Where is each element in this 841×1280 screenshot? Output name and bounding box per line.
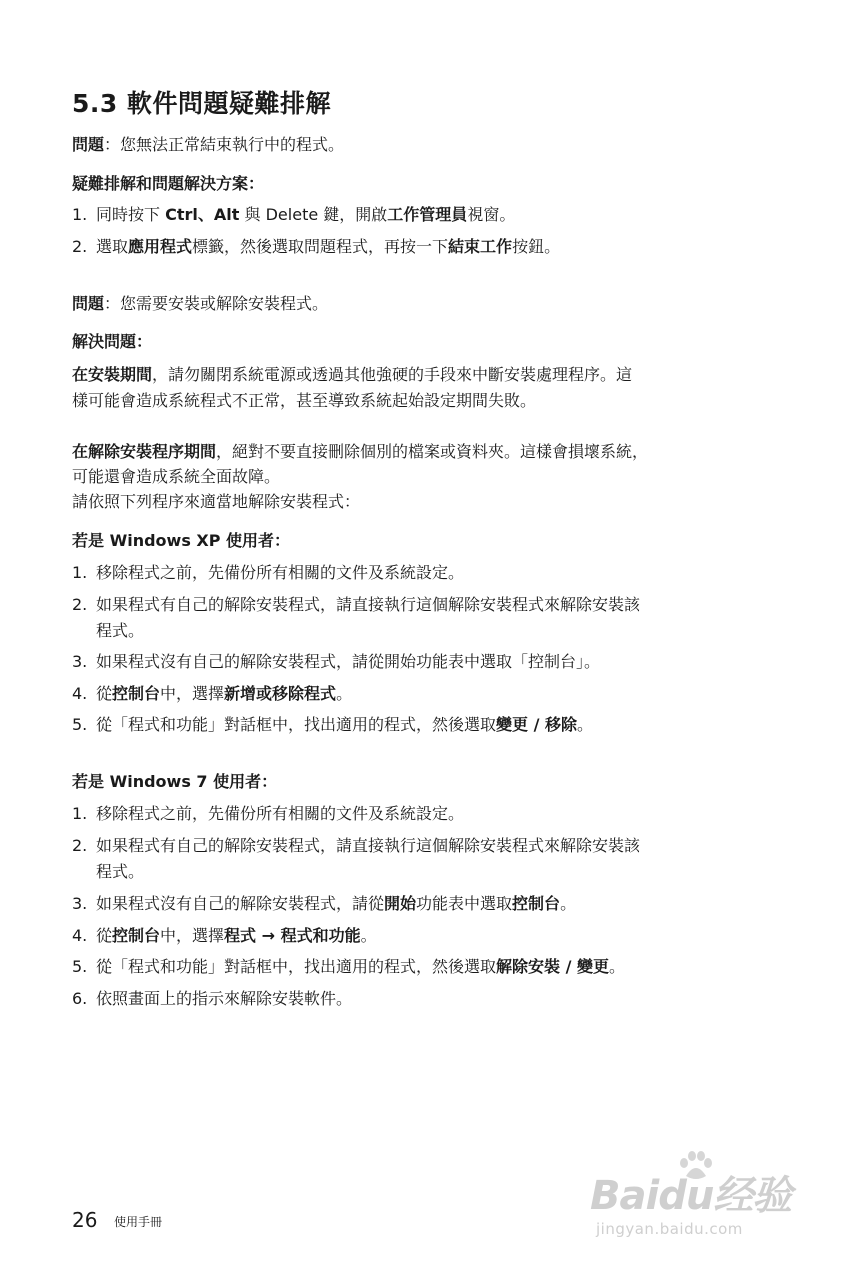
xp-step-3: 3. 如果程式沒有自己的解除安裝程式，請從開始功能表中選取「控制台」。	[72, 652, 601, 671]
uninstall-warning-line-1: 在解除安裝程序期間，絕對不要直接刪除個別的檔案或資料夾。這樣會損壞系統，	[72, 442, 649, 461]
win7-step-5: 5. 從「程式和功能」對話框中，找出適用的程式，然後選取解除安裝 / 變更。	[72, 957, 626, 976]
watermark-url: jingyan.baidu.com	[596, 1220, 743, 1238]
footer-label: 使用手冊	[114, 1215, 163, 1229]
xp-step-2-continued: 程式。	[96, 621, 145, 640]
install-warning-line-1: 在安裝期間，請勿關閉系統電源或透過其他強硬的手段來中斷安裝處理程序。這	[72, 365, 633, 384]
win7-heading: 若是 Windows 7 使用者：	[72, 772, 278, 791]
xp-step-4: 4. 從控制台中，選擇新增或移除程式。	[72, 684, 353, 703]
win7-step-4: 4. 從控制台中，選擇程式 → 程式和功能。	[72, 926, 377, 945]
step-1-2: 2. 選取應用程式標籤，然後選取問題程式，再按一下結束工作按鈕。	[72, 237, 561, 256]
win7-step-6: 6. 依照畫面上的指示來解除安裝軟件。	[72, 989, 353, 1008]
uninstall-warning-line-2: 可能還會造成系統全面故障。	[72, 467, 281, 486]
solution-heading-2: 解決問題：	[72, 332, 153, 351]
xp-step-1: 1. 移除程式之前，先備份所有相關的文件及系統設定。	[72, 563, 465, 582]
solution-heading-1: 疑難排解和問題解決方案：	[72, 174, 265, 193]
step-1-1: 1. 同時按下 Ctrl、Alt 與 Delete 鍵，開啟工作管理員視窗。	[72, 205, 516, 224]
problem-1: 問題：您無法正常結束執行中的程式。	[72, 135, 345, 154]
win7-step-2-continued: 程式。	[96, 862, 145, 881]
win7-step-1: 1. 移除程式之前，先備份所有相關的文件及系統設定。	[72, 804, 465, 823]
section-title: 5.3 軟件問題疑難排解	[72, 89, 331, 118]
xp-step-2: 2. 如果程式有自己的解除安裝程式，請直接執行這個解除安裝程式來解除安裝該	[72, 595, 641, 614]
uninstall-instruction: 請依照下列程序來適當地解除安裝程式：	[72, 492, 361, 511]
watermark-logo: Baidu经验	[590, 1173, 792, 1219]
baidu-watermark	[590, 1150, 810, 1250]
install-warning-line-2: 樣可能會造成系統程式不正常，甚至導致系統起始設定期間失敗。	[72, 391, 537, 410]
xp-step-5: 5. 從「程式和功能」對話框中，找出適用的程式，然後選取變更 / 移除。	[72, 715, 594, 734]
problem-2: 問題：您需要安裝或解除安裝程式。	[72, 294, 329, 313]
page-number: 26	[72, 1208, 98, 1232]
win7-step-3: 3. 如果程式沒有自己的解除安裝程式，請從開始功能表中選取控制台。	[72, 894, 577, 913]
xp-heading: 若是 Windows XP 使用者：	[72, 531, 291, 550]
win7-step-2: 2. 如果程式有自己的解除安裝程式，請直接執行這個解除安裝程式來解除安裝該	[72, 836, 641, 855]
